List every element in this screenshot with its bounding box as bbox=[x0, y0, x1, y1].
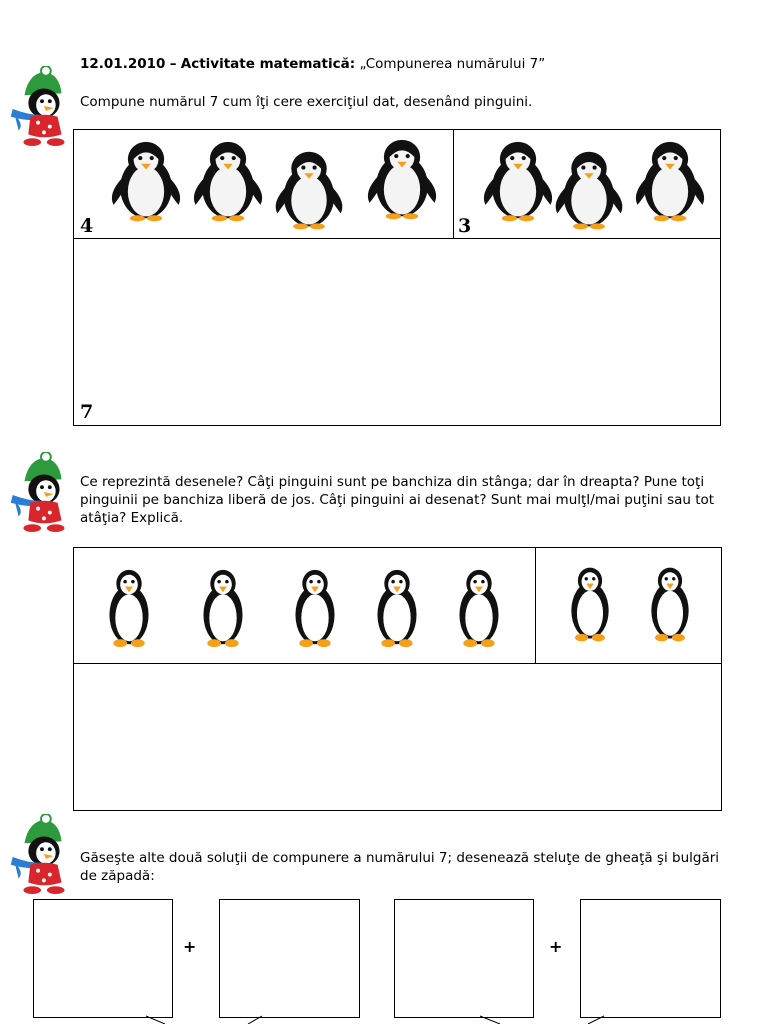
penguin-icon bbox=[189, 138, 267, 224]
answer-box-1[interactable] bbox=[33, 899, 173, 1018]
answer-box-4[interactable] bbox=[580, 899, 721, 1018]
penguin-icon bbox=[551, 148, 627, 232]
count-right: 3 bbox=[458, 215, 472, 237]
penguin-icon bbox=[363, 136, 441, 222]
penguin-icon bbox=[479, 138, 557, 224]
small-penguin-icon bbox=[566, 562, 614, 646]
plus-sign-1: + bbox=[183, 937, 197, 956]
exercise2-instruction: Ce reprezintă desenele? Câţi pinguini sunt pe banchiza din stânga; dar în dreapta? Pune toţi pinguinii pe banchiza liberă de jos. Câţi pinguini ai desenat? Sunt mai mulţI/mai puţini sau tot atâţia? Explică. bbox=[80, 474, 715, 526]
small-penguin-icon bbox=[104, 564, 154, 652]
answer-box-2[interactable] bbox=[219, 899, 360, 1018]
small-penguin-icon bbox=[646, 562, 694, 646]
plus-sign-2: + bbox=[549, 937, 563, 956]
connector-lines bbox=[0, 1010, 768, 1024]
penguin-mascot-icon bbox=[10, 66, 74, 148]
count-total: 7 bbox=[80, 401, 94, 423]
page-title bbox=[80, 56, 545, 72]
small-penguin-icon bbox=[372, 564, 422, 652]
ice-floe-bottom[interactable] bbox=[73, 238, 721, 426]
exercise1-instruction: Compune numărul 7 cum îţi cere exerciţiul dat, desenând pinguini. bbox=[80, 94, 533, 110]
penguin-icon bbox=[107, 138, 185, 224]
ice-floe-free[interactable] bbox=[73, 663, 722, 811]
title-dash: – bbox=[169, 56, 177, 72]
small-penguin-icon bbox=[290, 564, 340, 652]
penguin-mascot-icon bbox=[10, 452, 74, 534]
answer-box-3[interactable] bbox=[394, 899, 534, 1018]
count-left: 4 bbox=[80, 215, 94, 237]
small-penguin-icon bbox=[454, 564, 504, 652]
topic: „Compunerea numărului 7” bbox=[359, 56, 546, 72]
activity-label: Activitate matematică: bbox=[180, 56, 356, 72]
penguin-mascot-icon bbox=[10, 814, 74, 896]
penguin-icon bbox=[271, 148, 347, 232]
date: 12.01.2010 bbox=[80, 56, 166, 72]
exercise3-instruction: Găseşte alte două soluţii de compunere a numărului 7; desenează steluţe de gheaţă şi bulgări de zăpadă: bbox=[80, 850, 720, 884]
small-penguin-icon bbox=[198, 564, 248, 652]
penguin-icon bbox=[631, 138, 709, 224]
